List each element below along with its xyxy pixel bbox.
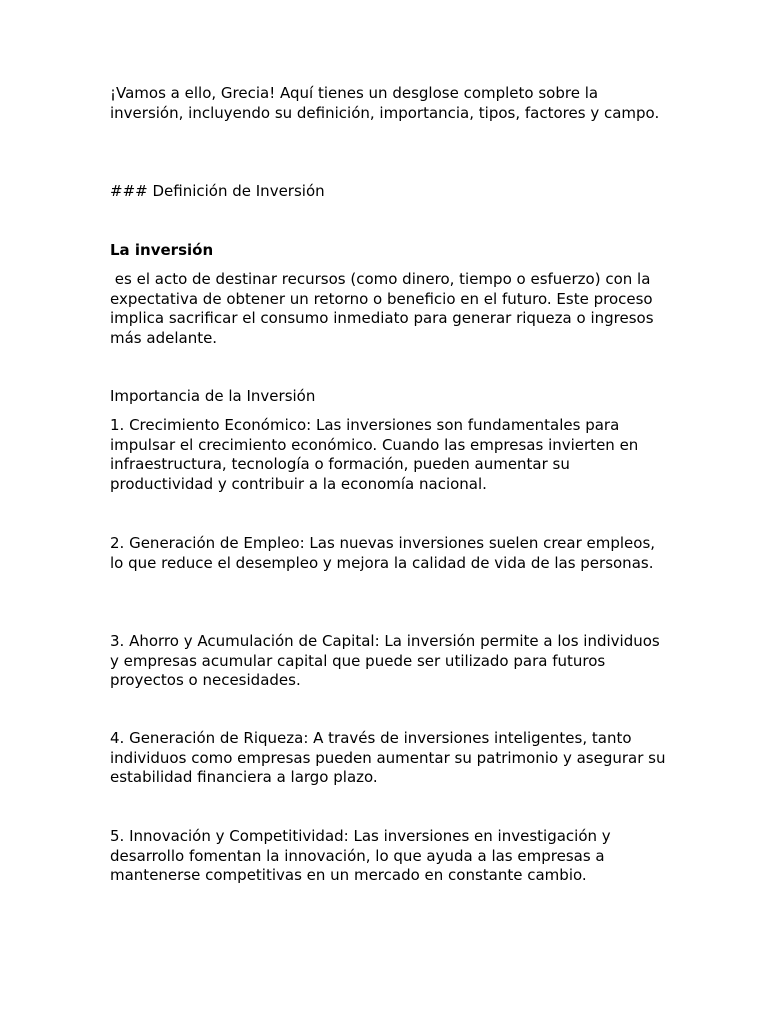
importance-item-2: 2. Generación de Empleo: Las nuevas inversiones suelen crear empleos, lo que reduce el desempleo y mejora la calidad de vida de las personas.	[110, 534, 656, 572]
importance-item-4: 4. Generación de Riqueza: A través de inversiones inteligentes, tanto individuos como empresas pueden aumentar su patrimonio y asegurar su estabilidad financiera a largo plazo.	[110, 729, 666, 787]
definition-paragraph: es el acto de destinar recursos (como dinero, tiempo o esfuerzo) con la expectativa de obtener un retorno o beneficio en el futuro. Este proceso implica sacrificar el consumo inmediato para generar riqueza o ingresos más adelante.	[110, 270, 659, 348]
definition-heading: ### Definición de Inversión	[110, 182, 325, 200]
importance-item-1: 1. Crecimiento Económico: Las inversiones son fundamentales para impulsar el crecimiento económico. Cuando las empresas invierten en infraestructura, tecnología o formación, pueden aumentar su productividad y contribuir a la economía nacional.	[110, 416, 639, 494]
importance-item-3: 3. Ahorro y Acumulación de Capital: La inversión permite a los individuos y empresas acumular capital que puede ser utilizado para futuros proyectos o necesidades.	[110, 632, 660, 690]
importance-heading: Importancia de la Inversión	[110, 387, 316, 405]
importance-item-5: 5. Innovación y Competitividad: Las inversiones en investigación y desarrollo fomentan la innovación, lo que ayuda a las empresas a mantenerse competitivas en un mercado en constante cambio.	[110, 827, 611, 885]
intro-paragraph: ¡Vamos a ello, Grecia! Aquí tienes un desglose completo sobre la inversión, incluyendo su definición, importancia, tipos, factores y campo.	[110, 84, 660, 122]
term-heading: La inversión	[110, 241, 214, 259]
